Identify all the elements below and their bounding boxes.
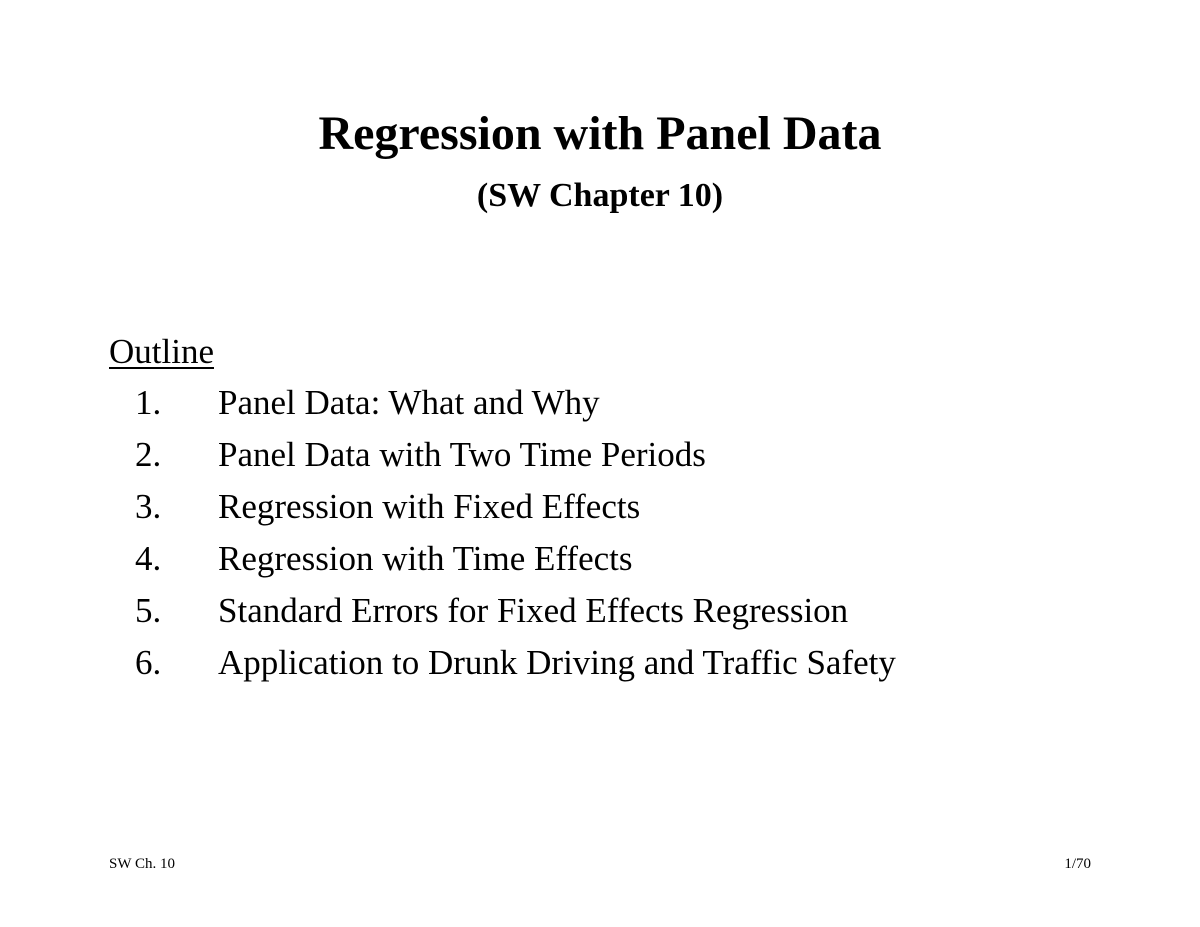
footer-page-number: 1/70 [1064,856,1091,872]
outline-item-number: 6. [135,643,162,682]
outline-item-number: 3. [135,487,162,526]
slide-subtitle: (SW Chapter 10) [476,177,724,214]
outline-item-text: Regression with Time Effects [218,539,633,578]
outline-item-text: Application to Drunk Driving and Traffic Safety [218,643,896,682]
slide-title: Regression with Panel Data [318,107,882,160]
outline-item [0,433,1200,485]
outline-item [0,589,1200,641]
footer-chapter-label: SW Ch. 10 [109,856,175,872]
outline-item-number: 5. [135,591,162,630]
outline-list [0,381,1200,693]
outline-item-number: 1. [135,383,162,422]
outline-item-text: Panel Data with Two Time Periods [218,435,706,474]
outline-heading: Outline [109,332,214,371]
outline-item [0,537,1200,589]
outline-item [0,641,1200,693]
outline-item-number: 2. [135,435,162,474]
outline-item-number: 4. [135,539,162,578]
outline-item-text: Regression with Fixed Effects [218,487,641,526]
outline-item [0,485,1200,537]
outline-item-text: Panel Data: What and Why [218,383,600,422]
outline-item [0,381,1200,433]
outline-item-text: Standard Errors for Fixed Effects Regression [218,591,849,630]
